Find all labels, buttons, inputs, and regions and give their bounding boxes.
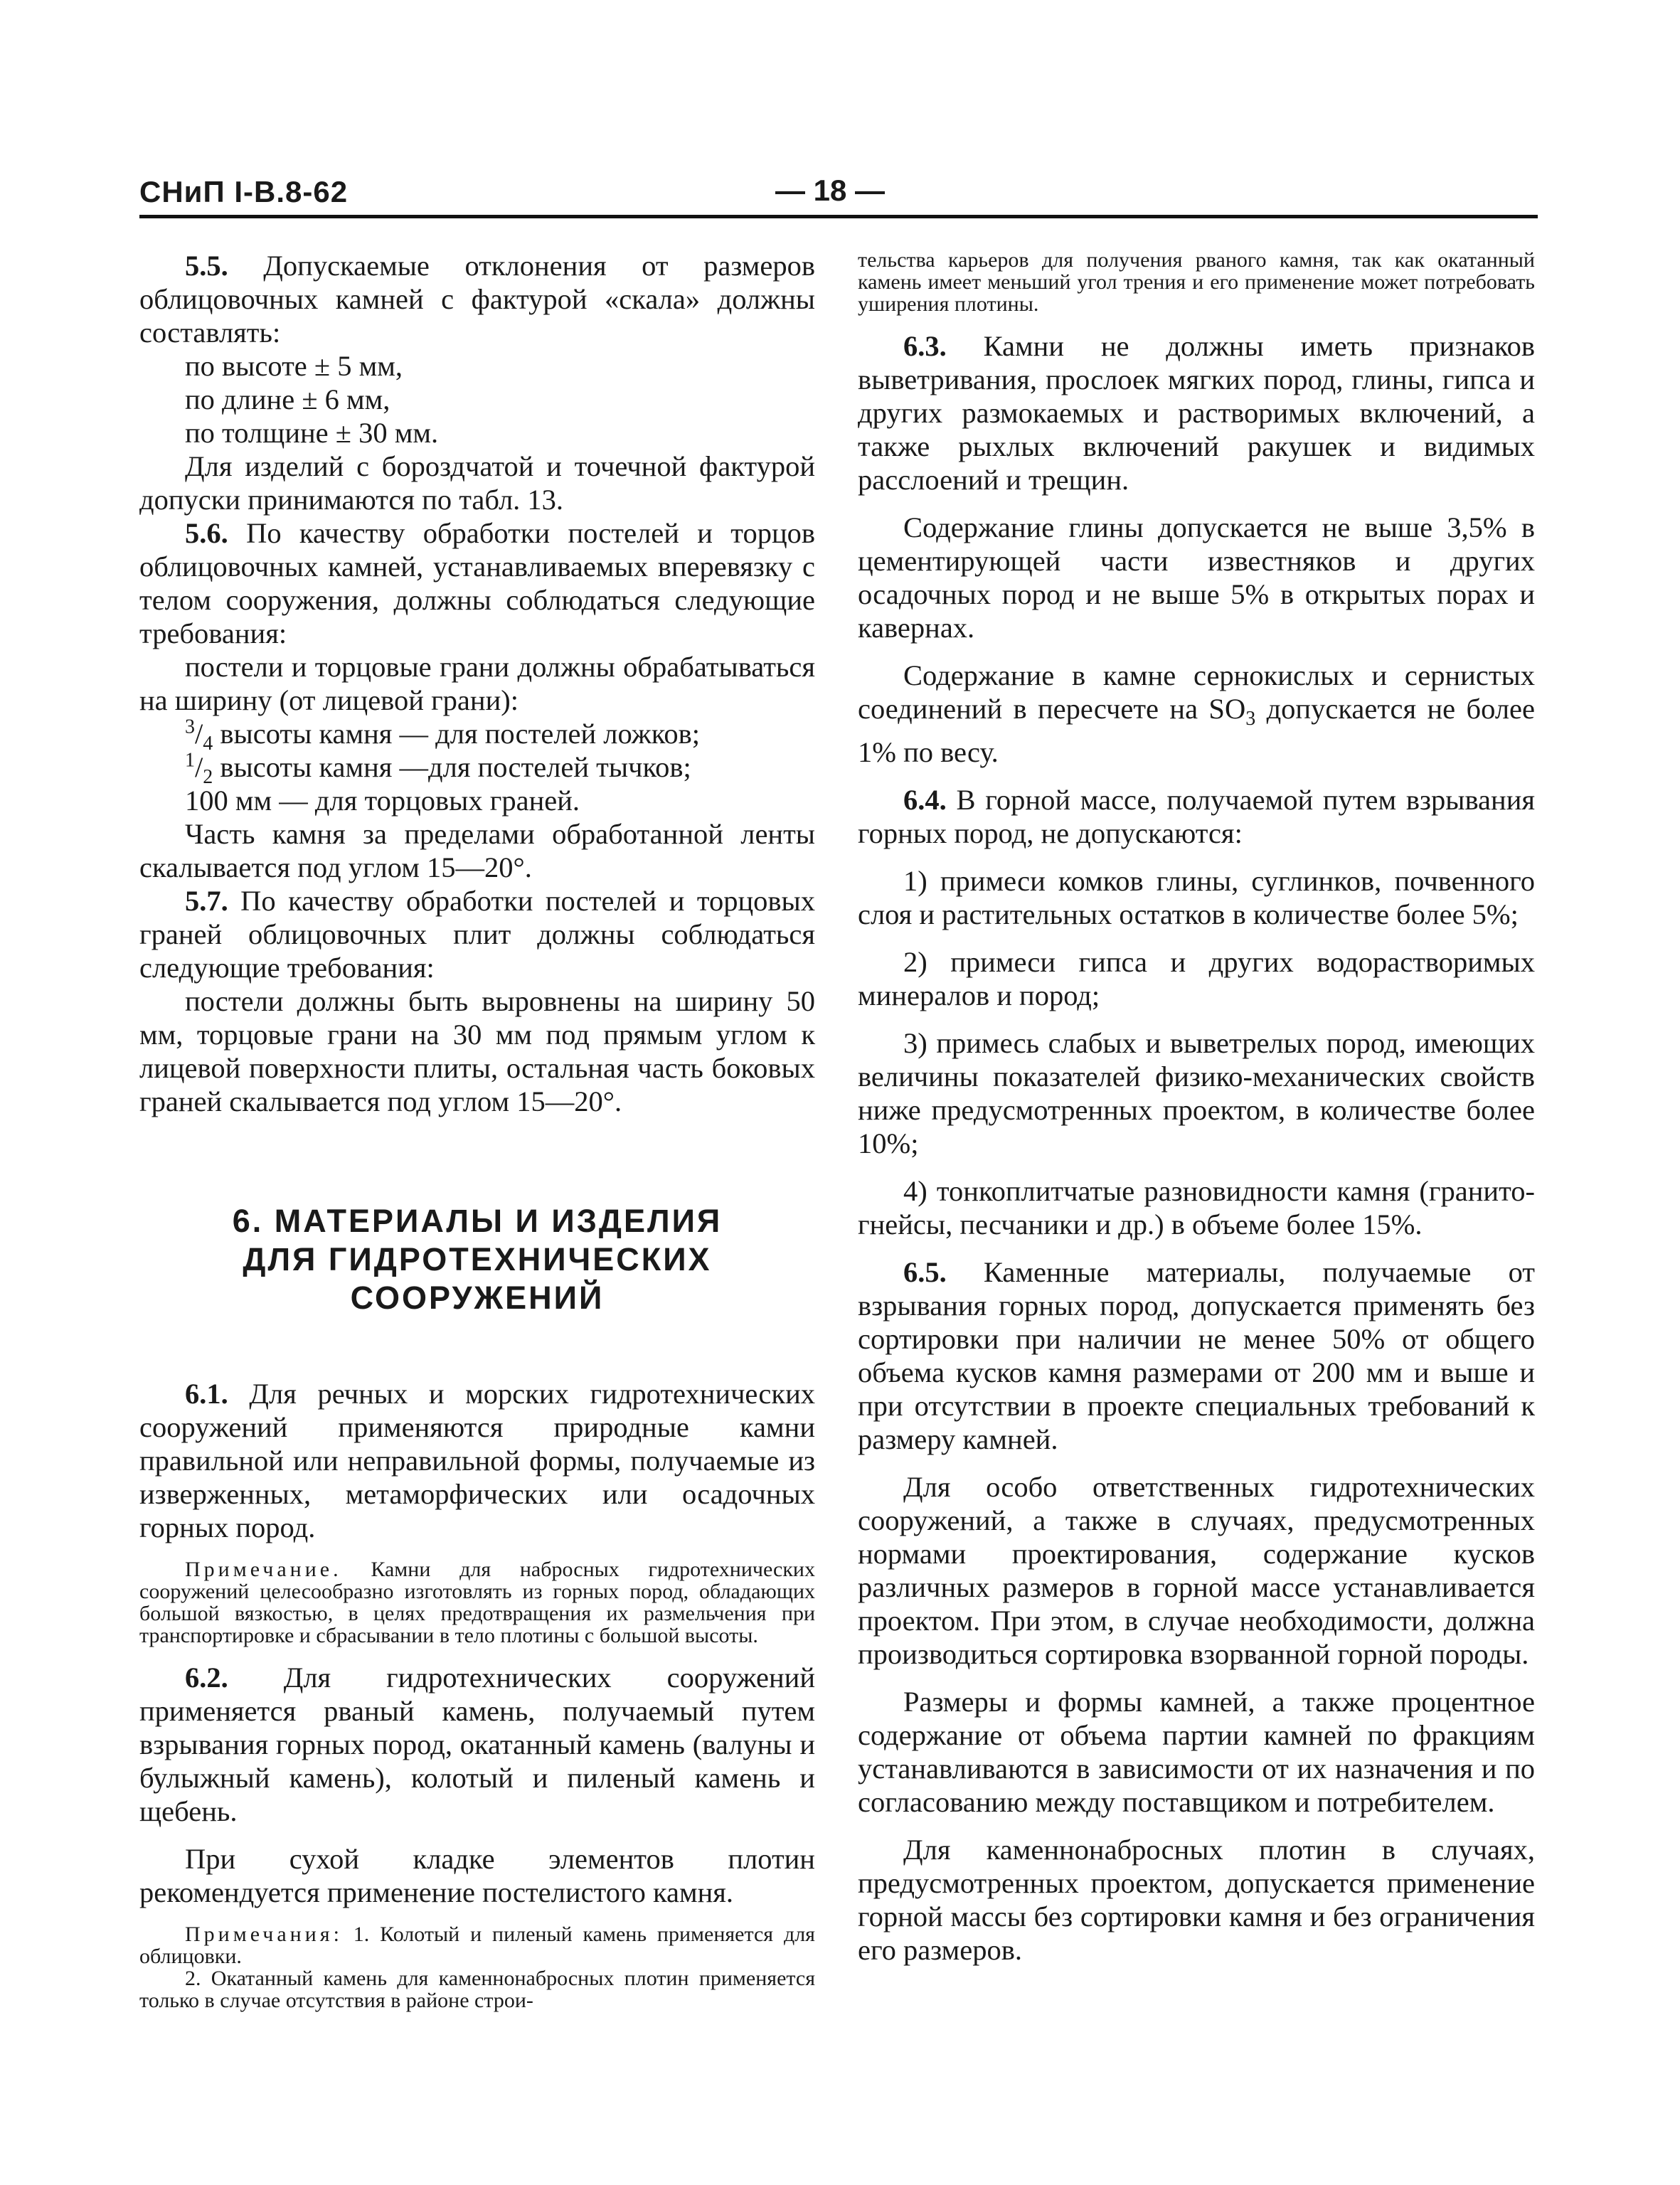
clause-text-end: допускается не более 1% по весу. (858, 693, 1536, 769)
clause-5-6-c: $^1/_2$ высоты камня —для постелей тычков; (185, 749, 691, 789)
tolerance-length: по длине ± 6 мм, (185, 383, 390, 415)
clause-text: высоты камня —для постелей тычков; (213, 751, 691, 783)
clause-5-7 (139, 884, 815, 984)
clause-6-4 (858, 783, 1535, 850)
fraction-numerator: 1 (185, 749, 195, 772)
left-column (139, 249, 815, 2011)
clause-6-4-item-2: 2) примеси гипса и других водорастворимых минералов и пород; (858, 946, 1535, 1012)
clause-number: 6.4. (903, 784, 947, 817)
clause-number: 5.7. (185, 885, 228, 917)
fraction-numerator: 3 (185, 716, 195, 738)
note-6-2-2-continued: тельства карьеров для получения рваного камня, так как окатанный камень имеет меньший угол трения и его применение может потребовать уширения плотины. (858, 248, 1535, 316)
section-6-title-line3: СООРУЖЕНИЙ (350, 1280, 605, 1316)
clause-6-1 (139, 1377, 815, 1544)
clause-6-5-b: Для особо ответственных гидротехнических сооружений, а также в случаях, предусмотренных нормами проектирования, содержание кусков различных размеров в горной массе устанавливается проектом. При этом, в случае необходимости, должна производиться сортировка взорванной горной породы. (858, 1471, 1535, 1671)
clause-number: 5.5. (185, 250, 228, 282)
clause-text: По качеству обработки постелей и торцовых граней облицовочных плит должны соблюдаться следующие требования: (139, 885, 815, 984)
fraction-denominator: 2 (203, 766, 213, 789)
clause-6-3-c (858, 659, 1535, 769)
right-column (858, 249, 1535, 1967)
section-6-title-line1: 6. МАТЕРИАЛЫ И ИЗДЕЛИЯ (232, 1203, 723, 1239)
clause-5-7-a: постели должны быть выровнены на ширину 50 мм, торцовые грани на 30 мм под прямым углом к лицевой поверхности плиты, остальная часть боковых граней скалывается под углом 15—20°. (139, 985, 815, 1117)
note-6-2-1 (139, 1923, 815, 1967)
clause-number: 5.6. (185, 517, 228, 549)
subscript: 3 (1245, 708, 1256, 730)
page-header (139, 175, 1536, 215)
tolerance-height: по высоте ± 5 мм, (185, 350, 403, 382)
clause-text: Допускаемые отклонения от размеров облицовочных камней с фактурой «скала» должны составлять: (139, 250, 815, 349)
clause-5-6 (139, 516, 815, 650)
clause-6-4-item-1: 1) примеси комков глины, суглинков, почвенного слоя и растительных остатков в количестве более 5%; (858, 865, 1535, 931)
clause-6-3 (858, 329, 1535, 496)
clause-6-3-b: Содержание глины допускается не выше 3,5% в цементирующей части известняков и других осадочных пород и не выше 5% в открытых порах и кавернах. (858, 511, 1535, 644)
fraction-denominator: 4 (203, 733, 213, 755)
clause-5-6-e: Часть камня за пределами обработанной ленты скалывается под углом 15—20°. (139, 818, 815, 883)
note-text: Камни для набросных гидротехнических сооружений целесообразно изготовлять из горных пород, обладающих большой вязкостью, в целях предотвращения их размельчения при транспортировке и сбрасывании в тело плотины с большой высоты. (139, 1558, 815, 1647)
clause-5-6-a: постели и торцовые грани должны обрабатываться на ширину (от лицевой грани): (139, 651, 815, 716)
clause-number: 6.1. (185, 1378, 228, 1410)
clause-6-2 (139, 1661, 815, 1828)
clause-text: Для гидротехнических сооружений применяется рваный камень, получаемый путем взрывания горных пород, окатанный камень (валуны и булыжный камень), колотый и пиленый камень и щебень. (139, 1662, 815, 1827)
clause-text: Каменные материалы, получаемые от взрывания горных пород, допускается применять без сортировки при наличии не менее 50% от общего объема кусков камня размерами от 200 мм и выше и при отсутствии в проекте специальных требований к размеру камней. (858, 1256, 1535, 1456)
clause-6-4-item-4: 4) тонкоплитчатые разновидности камня (гранито-гнейсы, песчаники и др.) в объеме более 15%. (858, 1175, 1535, 1241)
note-heading: Примечания: (185, 1923, 343, 1946)
clause-number: 6.2. (185, 1662, 228, 1694)
clause-number: 6.5. (903, 1256, 947, 1289)
document-code: СНиП I-В.8-62 (139, 175, 349, 208)
clause-text: Камни не должны иметь признаков выветривания, прослоек мягких пород, глины, гипса и других размокаемых и растворимых включений, а также рыхлых включений ракушек и видимых расслоений и трещин. (858, 330, 1535, 496)
clause-text: В горной массе, получаемой путем взрывания горных пород, не допускаются: (858, 784, 1535, 850)
clause-5-5 (139, 249, 815, 349)
clause-5-5-tail: Для изделий с бороздчатой и точечной фактурой допуски принимаются по табл. 13. (139, 450, 815, 516)
note-heading: Примечание. (185, 1558, 342, 1581)
clause-6-2-b: При сухой кладке элементов плотин рекомендуется применение постелистого камня. (139, 1843, 815, 1908)
clause-text: высоты камня — для постелей ложков; (213, 718, 700, 750)
clause-5-6-b: $^3/_4$ высоты камня — для постелей ложков; (185, 716, 700, 755)
clause-text: Для речных и морских гидротехнических сооружений применяются природные камни правильной или неправильной формы, получаемые из изверженных, метаморфических или осадочных горных пород. (139, 1378, 815, 1543)
clause-text: Содержание в камне сернокислых и сернистых соединений в пересчете на SO (858, 659, 1535, 725)
clause-6-4-item-3: 3) примесь слабых и выветрелых пород, имеющих величины показателей физико-механических свойств ниже предусмотренных проектом, в количестве более 10%; (858, 1027, 1535, 1160)
clause-6-5 (858, 1255, 1535, 1456)
clause-number: 6.3. (903, 330, 947, 362)
clause-6-5-d: Для каменнонабросных плотин в случаях, предусмотренных проектом, допускается применение горной массы без сортировки камня и без ограничения его размеров. (858, 1834, 1535, 1967)
note-text: 1. Колотый и пиленый камень применяется для облицовки. (139, 1923, 815, 1968)
section-6-title-line2: ДЛЯ ГИДРОТЕХНИЧЕСКИХ (243, 1241, 712, 1277)
tolerance-thickness: по толщине ± 30 мм. (185, 417, 439, 449)
note-6-2-2: 2. Окатанный камень для каменнонабросных плотин применяется только в случае отсутствия в районе строи- (139, 1967, 815, 2012)
note-6-1 (139, 1558, 815, 1647)
clause-text: По качеству обработки постелей и торцов облицовочных камней, устанавливаемых вперевязку с телом сооружения, должны соблюдаться следующие требования: (139, 517, 815, 649)
clause-6-5-c: Размеры и формы камней, а также процентное содержание от объема партии камней по фракциям устанавливаются в зависимости от их назначения и по согласованию между поставщиком и потребителем. (858, 1686, 1535, 1819)
header-rule (139, 215, 1538, 218)
clause-5-6-d: 100 мм — для торцовых граней. (185, 785, 580, 817)
page-number: — 18 — (775, 174, 886, 207)
